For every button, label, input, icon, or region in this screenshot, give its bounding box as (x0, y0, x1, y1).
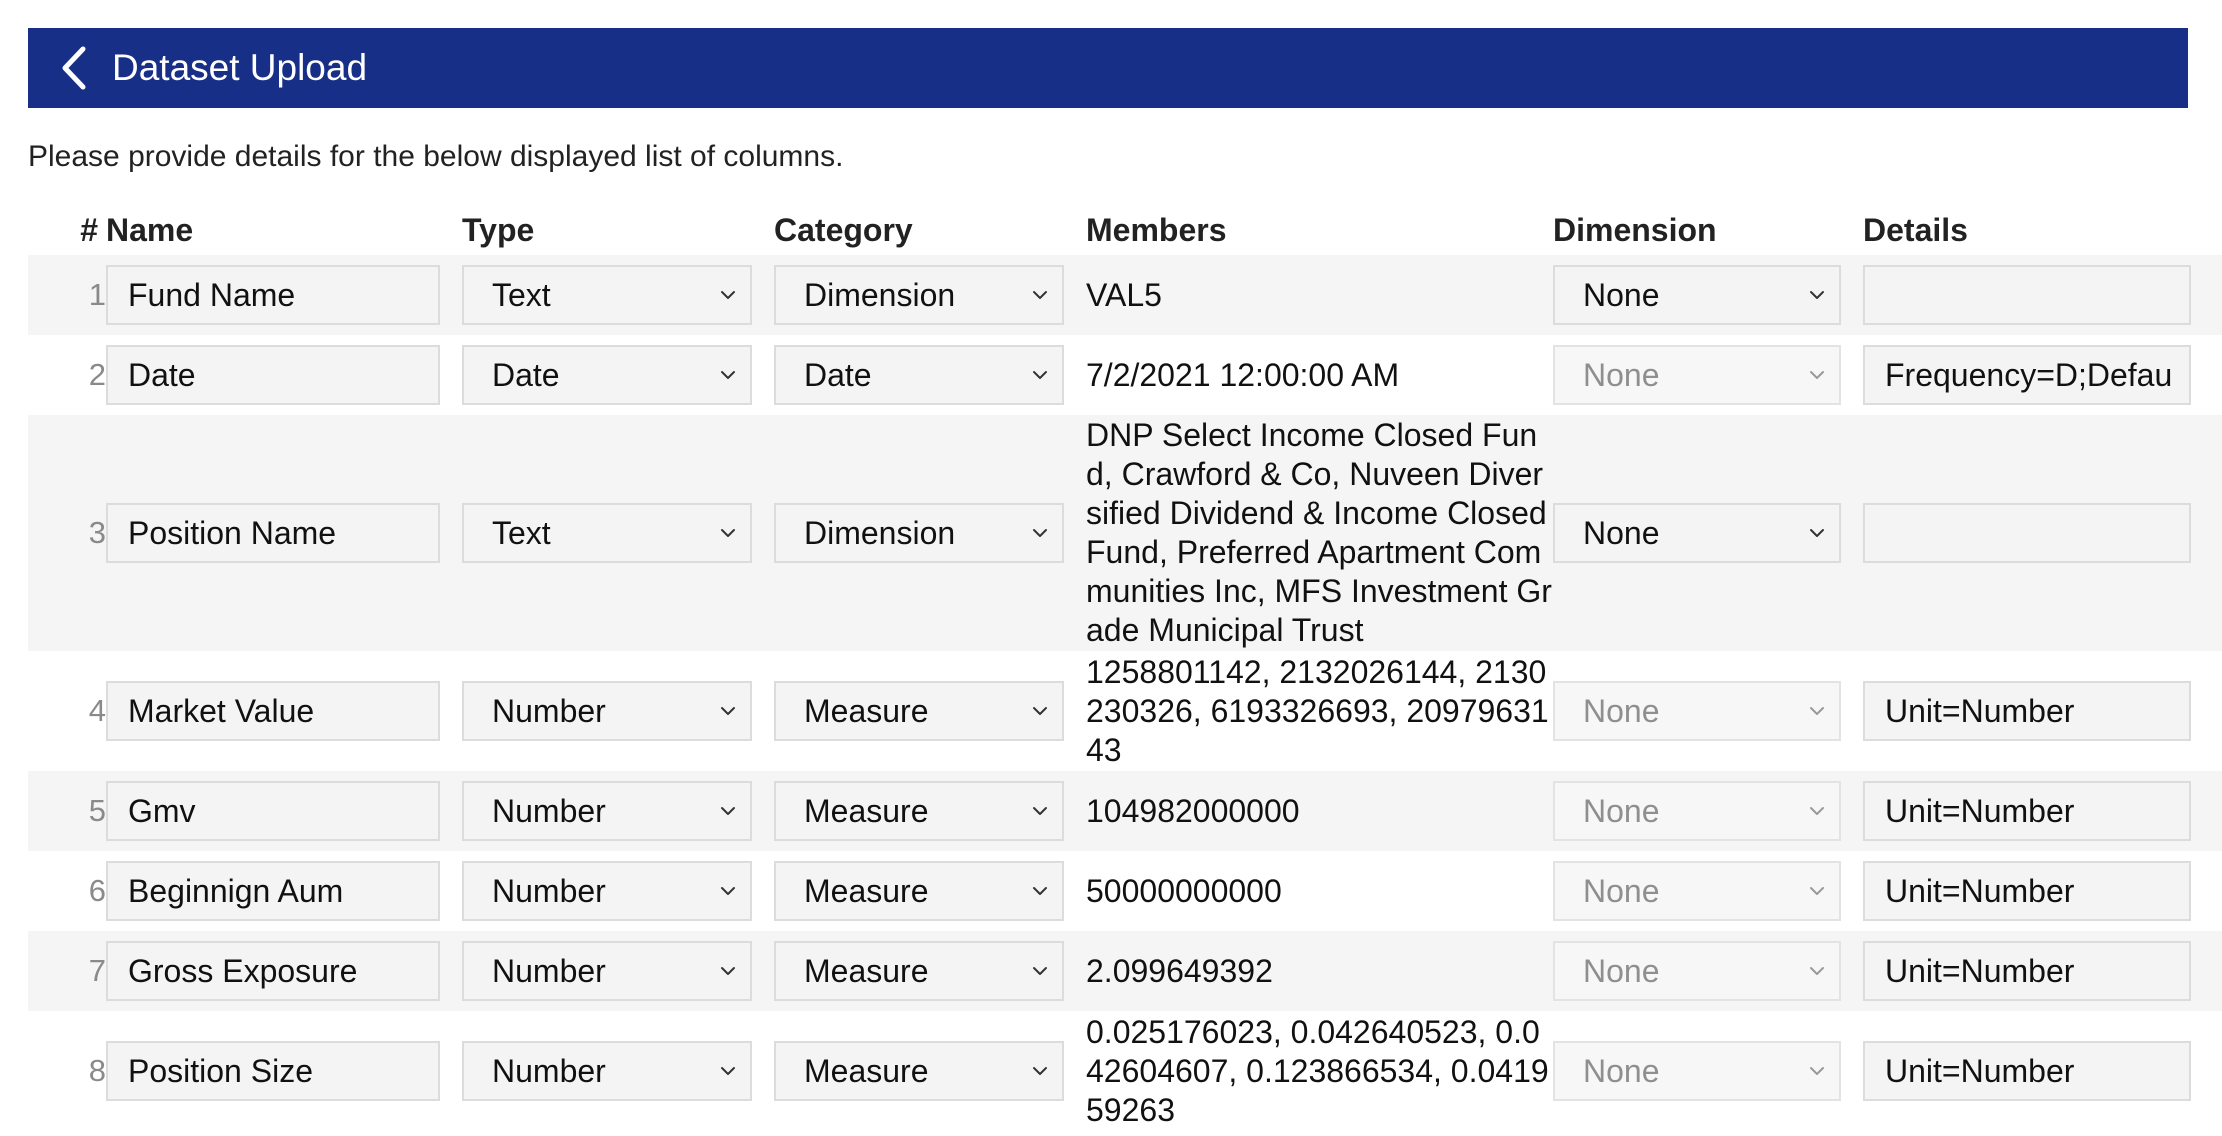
header-type: Type (462, 211, 535, 248)
category-select-value: Dimension (804, 276, 956, 313)
members-values: 104982000000 (1086, 771, 1553, 851)
dimension-select[interactable] (1553, 503, 1841, 563)
type-select-value: Number (492, 1052, 606, 1089)
dimension-select[interactable] (1553, 681, 1841, 741)
category-select[interactable] (774, 861, 1064, 921)
members-values: VAL5 (1086, 255, 1553, 335)
dimension-select[interactable] (1553, 1041, 1841, 1101)
dimension-select-value: None (1583, 276, 1660, 313)
dimension-select[interactable] (1553, 345, 1841, 405)
columns-table (28, 205, 2222, 1131)
category-select[interactable] (774, 345, 1064, 405)
category-select[interactable] (774, 941, 1064, 1001)
table-row (28, 335, 2222, 415)
category-select-value: Measure (804, 1052, 929, 1089)
table-row (28, 931, 2222, 1011)
details-input[interactable] (1863, 503, 2191, 563)
row-number: 2 (28, 335, 106, 415)
chevron-down-icon (1030, 701, 1050, 721)
chevron-down-icon (1807, 523, 1827, 543)
column-name-input[interactable]: Position Name (106, 503, 440, 563)
type-select[interactable] (462, 941, 752, 1001)
column-name-input[interactable]: Gmv (106, 781, 440, 841)
members-values: DNP Select Income Closed Fund, Crawford & Co, Nuveen Diversified Dividend & Income Closed Fund, Preferred Apartment Communities Inc, MFS Investment Grade Municipal Trust (1086, 415, 1553, 651)
chevron-down-icon (718, 961, 738, 981)
category-select-value: Measure (804, 872, 929, 909)
table-header-row (28, 205, 2222, 255)
dimension-select-value: None (1583, 872, 1660, 909)
back-button[interactable] (54, 43, 94, 93)
header-details: Details (1863, 211, 1968, 248)
dimension-select-value: None (1583, 952, 1660, 989)
type-select[interactable] (462, 503, 752, 563)
header-num: # (80, 211, 98, 248)
members-values: 2.099649392 (1086, 931, 1553, 1011)
type-select[interactable] (462, 345, 752, 405)
table-row (28, 851, 2222, 931)
type-select-value: Date (492, 356, 560, 393)
chevron-left-icon (61, 46, 87, 90)
category-select[interactable] (774, 681, 1064, 741)
column-name-input[interactable]: Fund Name (106, 265, 440, 325)
dimension-select[interactable] (1553, 941, 1841, 1001)
members-values: 0.025176023, 0.042640523, 0.042604607, 0.123866534, 0.041959263 (1086, 1011, 1553, 1131)
chevron-down-icon (1030, 365, 1050, 385)
chevron-down-icon (1030, 523, 1050, 543)
header-dimension: Dimension (1553, 211, 1717, 248)
dimension-select[interactable] (1553, 781, 1841, 841)
type-select[interactable] (462, 1041, 752, 1101)
chevron-down-icon (1807, 801, 1827, 821)
type-select-value: Text (492, 276, 551, 313)
chevron-down-icon (1030, 881, 1050, 901)
row-number: 5 (28, 771, 106, 851)
column-name-input[interactable]: Date (106, 345, 440, 405)
header-category: Category (774, 211, 913, 248)
type-select[interactable] (462, 265, 752, 325)
category-select[interactable] (774, 781, 1064, 841)
chevron-down-icon (718, 285, 738, 305)
category-select[interactable] (774, 265, 1064, 325)
category-select-value: Dimension (804, 514, 956, 551)
chevron-down-icon (1030, 801, 1050, 821)
details-input[interactable] (1863, 265, 2191, 325)
column-name-input[interactable]: Beginnign Aum (106, 861, 440, 921)
chevron-down-icon (718, 701, 738, 721)
chevron-down-icon (1030, 961, 1050, 981)
row-number: 8 (28, 1011, 106, 1131)
chevron-down-icon (1807, 365, 1827, 385)
row-number: 6 (28, 851, 106, 931)
row-number: 4 (28, 651, 106, 771)
table-row (28, 771, 2222, 851)
members-values: 7/2/2021 12:00:00 AM (1086, 335, 1553, 415)
column-name-input[interactable]: Market Value (106, 681, 440, 741)
chevron-down-icon (718, 801, 738, 821)
category-select[interactable] (774, 503, 1064, 563)
chevron-down-icon (1807, 1061, 1827, 1081)
type-select[interactable] (462, 781, 752, 841)
type-select[interactable] (462, 861, 752, 921)
type-select-value: Text (492, 514, 551, 551)
header-bar (28, 28, 2188, 108)
intro-text: Please provide details for the below displayed list of columns. (28, 140, 844, 173)
members-values: 1258801142, 2132026144, 2130230326, 6193326693, 2097963143 (1086, 651, 1553, 771)
dimension-select[interactable] (1553, 861, 1841, 921)
chevron-down-icon (1807, 961, 1827, 981)
category-select-value: Measure (804, 692, 929, 729)
chevron-down-icon (1030, 1061, 1050, 1081)
type-select-value: Number (492, 692, 606, 729)
chevron-down-icon (1807, 285, 1827, 305)
chevron-down-icon (1807, 881, 1827, 901)
details-input[interactable]: Unit=Number (1863, 1041, 2191, 1101)
chevron-down-icon (1807, 701, 1827, 721)
members-values: 50000000000 (1086, 851, 1553, 931)
dimension-select-value: None (1583, 356, 1660, 393)
table-row (28, 1011, 2222, 1131)
details-input[interactable]: Unit=Number (1863, 681, 2191, 741)
dimension-select[interactable] (1553, 265, 1841, 325)
chevron-down-icon (1030, 285, 1050, 305)
table-row (28, 255, 2222, 335)
header-members: Members (1086, 211, 1227, 248)
details-input[interactable]: Unit=Number (1863, 781, 2191, 841)
dimension-select-value: None (1583, 792, 1660, 829)
details-input[interactable]: Frequency=D;Defau (1863, 345, 2191, 405)
dimension-select-value: None (1583, 514, 1660, 551)
chevron-down-icon (718, 881, 738, 901)
row-number: 1 (28, 255, 106, 335)
type-select-value: Number (492, 952, 606, 989)
chevron-down-icon (718, 1061, 738, 1081)
type-select-value: Number (492, 872, 606, 909)
category-select-value: Measure (804, 952, 929, 989)
category-select[interactable] (774, 1041, 1064, 1101)
category-select-value: Date (804, 356, 872, 393)
table-row (28, 651, 2222, 771)
chevron-down-icon (718, 523, 738, 543)
column-name-input[interactable]: Gross Exposure (106, 941, 440, 1001)
type-select[interactable] (462, 681, 752, 741)
dimension-select-value: None (1583, 1052, 1660, 1089)
page-title: Dataset Upload (112, 47, 368, 88)
details-input[interactable]: Unit=Number (1863, 861, 2191, 921)
details-input[interactable]: Unit=Number (1863, 941, 2191, 1001)
table-row (28, 415, 2222, 651)
chevron-down-icon (718, 365, 738, 385)
type-select-value: Number (492, 792, 606, 829)
category-select-value: Measure (804, 792, 929, 829)
row-number: 3 (28, 415, 106, 651)
dimension-select-value: None (1583, 692, 1660, 729)
column-name-input[interactable]: Position Size (106, 1041, 440, 1101)
row-number: 7 (28, 931, 106, 1011)
header-name: Name (106, 211, 194, 248)
